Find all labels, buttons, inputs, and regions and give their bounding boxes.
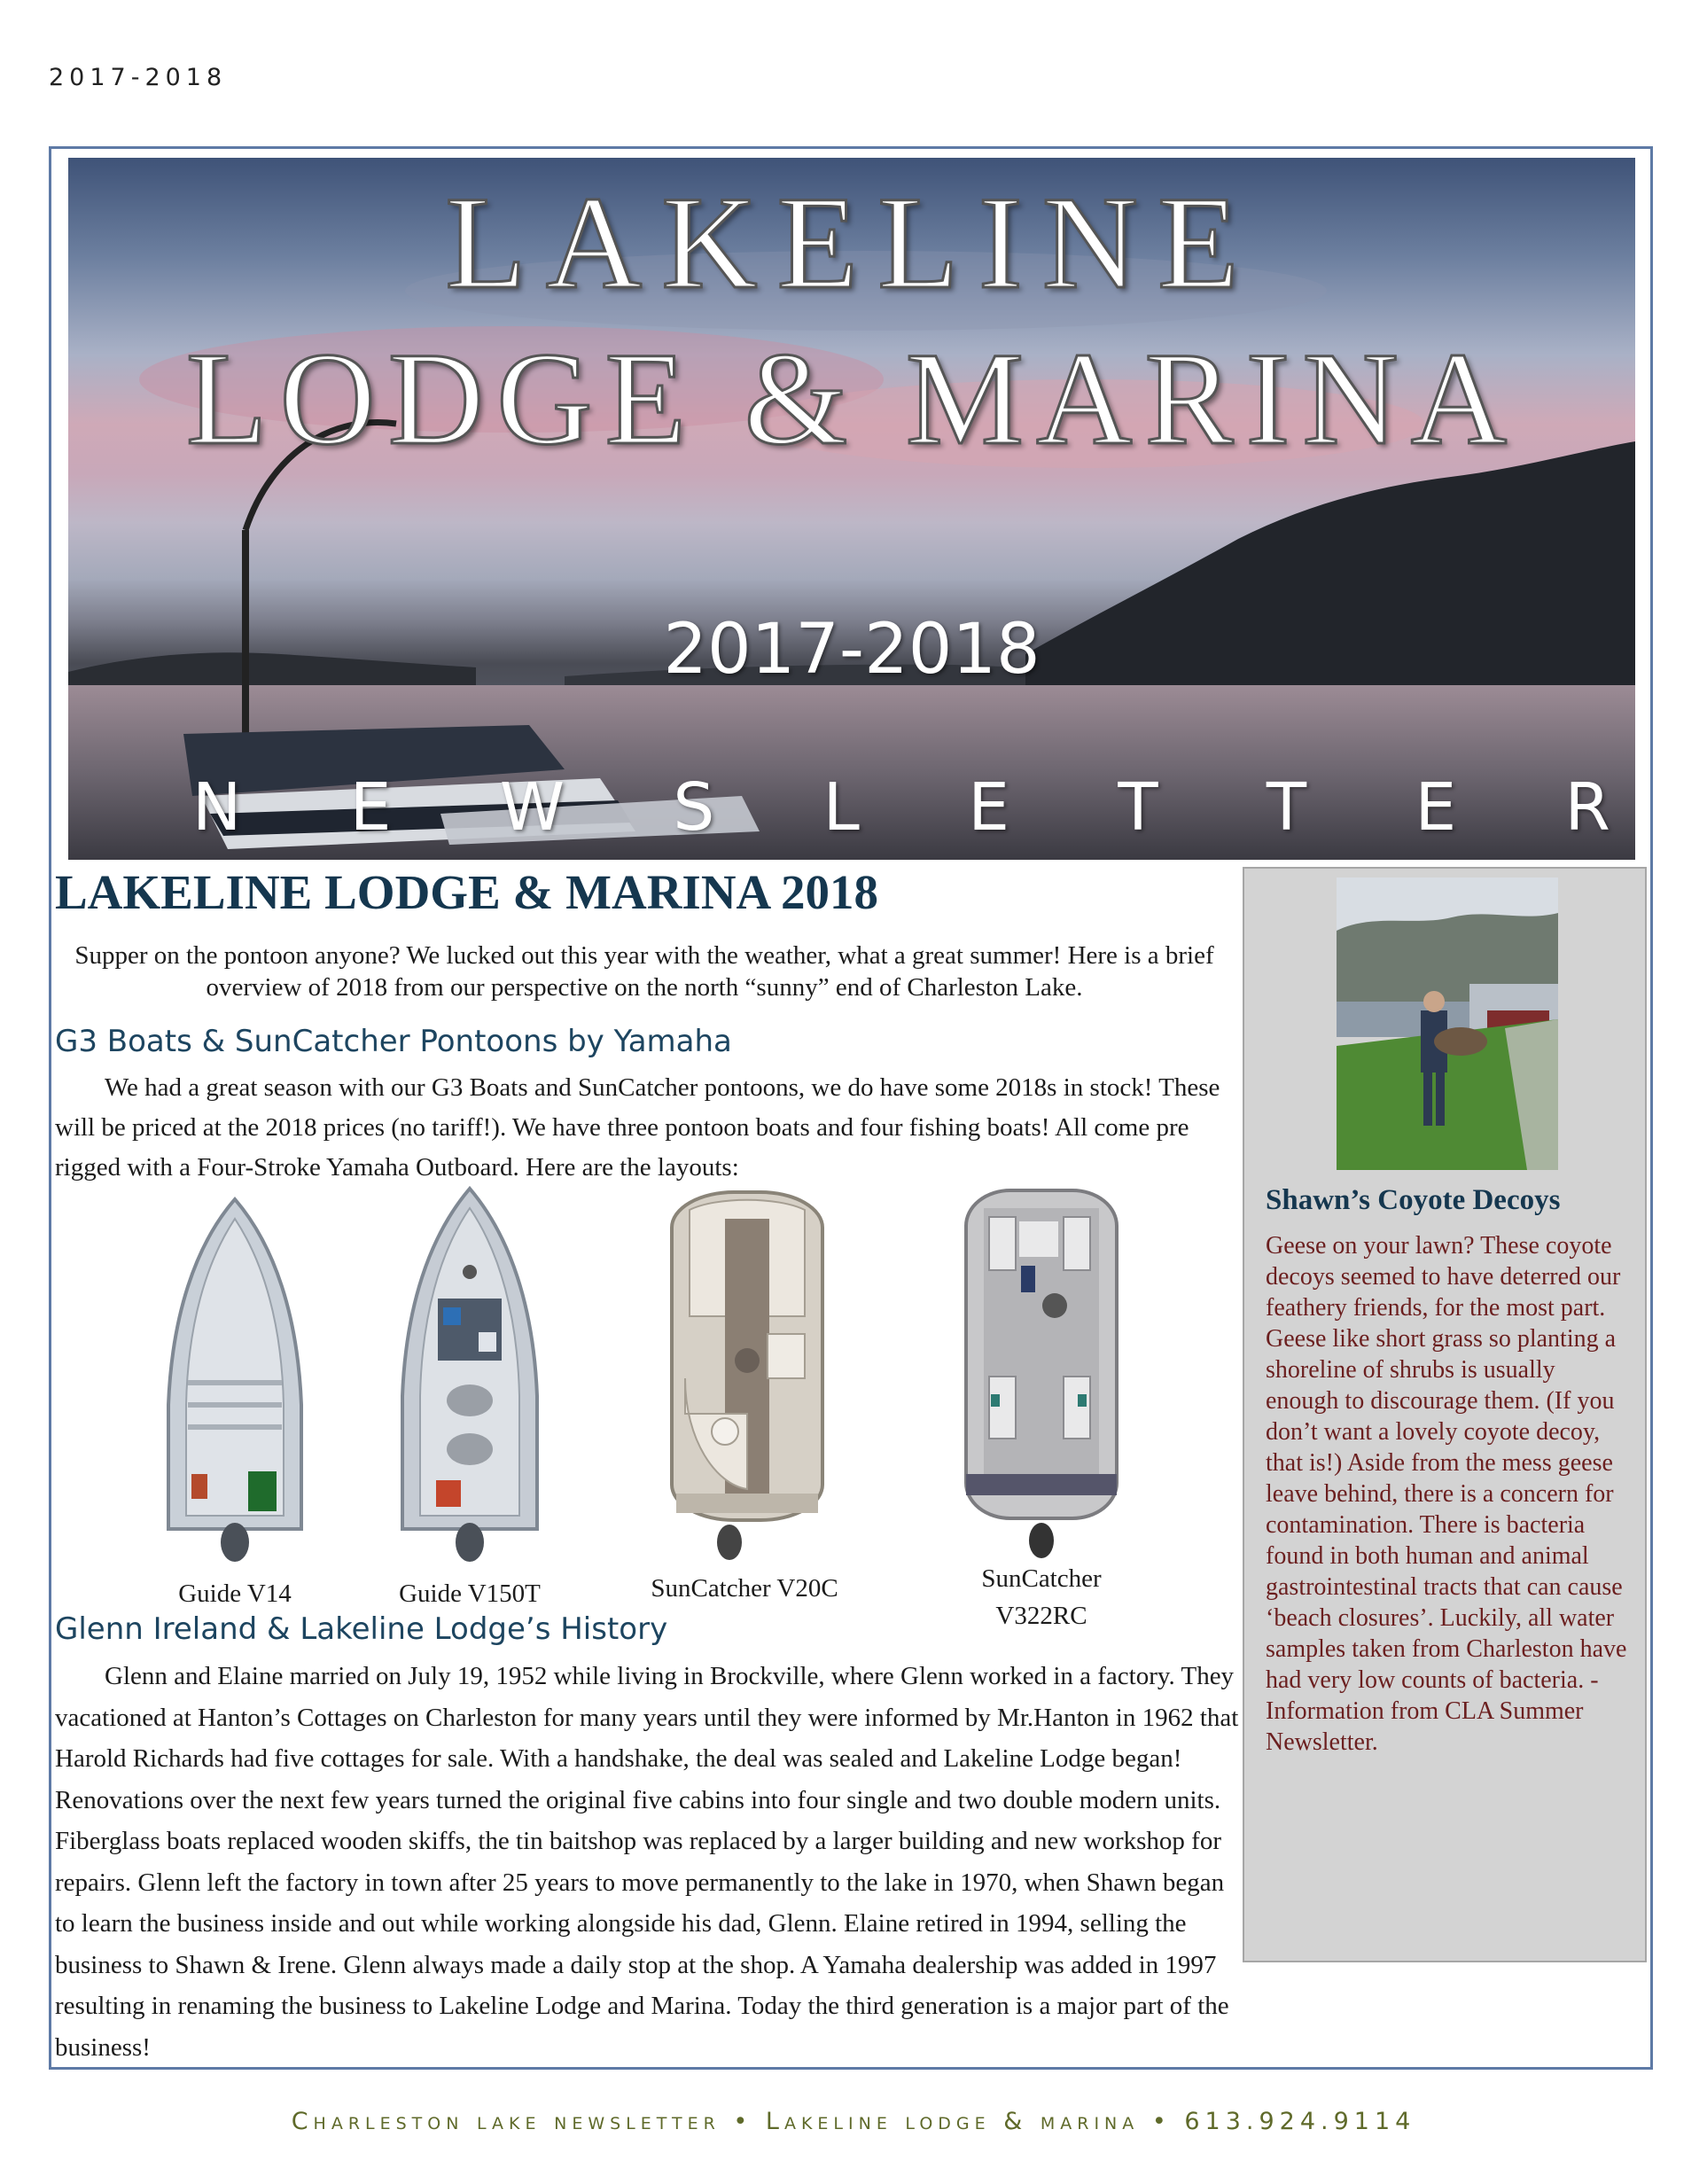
newsletter-letter: S — [673, 769, 715, 846]
newsletter-letter: R — [1564, 769, 1610, 846]
newsletter-letter: N — [192, 769, 242, 846]
boat-label: SunCatcher V20C — [651, 1574, 838, 1603]
boats-section-heading: G3 Boats & SunCatcher Pontoons by Yamaha — [55, 1024, 732, 1059]
sidebar-body: Geese on your lawn? These coyote decoys seemed to have deterred our feathery friends, for the most part. Geese like short grass so planting a shoreline of shrubs is usually enough to discourage them. (If you don’t want a lovely coyote decoy, that is!) Aside from the mess geese leave behind, there is a concern for contamination. There is bacteria found in both human and animal gastrointestinal tracts that can cause ‘beach closures’. Luckily, all water samples taken from Charleston have had very low counts of bacteria. - Information from CLA Summer Newsletter. — [1266, 1232, 1627, 1756]
fishing-boat-icon — [160, 1192, 310, 1564]
hero-title-line2: LODGE & MARINA — [185, 325, 1520, 472]
boat-label: SunCatcher V322RC — [981, 1564, 1102, 1630]
newsletter-letter: E — [1415, 769, 1457, 846]
newsletter-letter: T — [1118, 769, 1158, 846]
header-year-label: 2017-2018 — [49, 64, 228, 91]
intro-paragraph: Supper on the pontoon anyone? We lucked out this year with the weather, what a great summer! Here is a brief overview of 2018 from our perspective on the north “sunny” end of Charleston Lake. — [74, 941, 1214, 1002]
hero-banner — [68, 158, 1635, 860]
history-section-body: Glenn and Elaine married on July 19, 1952 while living in Brockville, where Glenn worked in a factory. They vacationed at Hanton’s Cottages on Charleston for many years until they were informed by Mr.Hanton in 1962 that Harold Richards had five cottages for sale. With a handshake, the deal was sealed and Lakeline Lodge began! Renovations over the next few years turned the original five cabins into four single and two double modern units. Fiberglass boats replaced wooden skiffs, the tin baitshop was replaced by a larger building and new workshop for repairs. Glenn left the factory in town after 25 years to move permanently to the lake in 1970, when Shawn began to learn the business inside and out while working alongside his dad, Glenn. Elaine retired in 1994, selling the business to Shawn & Irene. Glenn always made a daily stop at the shop. A Yamaha dealership was added in 1997 resulting in renaming the business to Lakeline Lodge and Marina. Today the third generation is a major part of the business! — [55, 1662, 1239, 2062]
sidebar-box — [1243, 867, 1647, 1962]
hero-year: 2017-2018 — [663, 610, 1041, 690]
boat-label: Guide V150T — [399, 1580, 541, 1608]
boat-label: Guide V14 — [178, 1580, 292, 1608]
article-title: LAKELINE LODGE & MARINA 2018 — [55, 865, 878, 919]
newsletter-letter: L — [822, 769, 860, 846]
pontoon-boat-icon — [663, 1183, 831, 1564]
pontoon-boat-icon — [957, 1182, 1126, 1563]
hero-title-line1: LAKELINE — [445, 169, 1259, 316]
sidebar-heading: Shawn’s Coyote Decoys — [1266, 1184, 1561, 1216]
history-section-heading: Glenn Ireland & Lakeline Lodge’s History — [55, 1611, 668, 1647]
coyote-decoy-photo — [1337, 878, 1558, 1170]
newsletter-letter: E — [349, 769, 392, 846]
hero-newsletter-word — [192, 769, 1610, 846]
newsletter-letter: T — [1266, 769, 1307, 846]
newsletter-letter: E — [968, 769, 1009, 846]
fishing-boat-icon — [390, 1183, 550, 1564]
newsletter-letter: W — [499, 769, 565, 846]
footer-text: Charleston lake newsletter • Lakeline lodge & marina • 613.924.9114 — [291, 2108, 1416, 2135]
boats-section-body: We had a great season with our G3 Boats and SunCatcher pontoons, we do have some 2018s in stock! These will be priced at the 2018 prices (no tariff!). We have three pontoon boats and four fishing boats! All come pre rigged with a Four-Stroke Yamaha Outboard. Here are the layouts: — [55, 1073, 1220, 1182]
